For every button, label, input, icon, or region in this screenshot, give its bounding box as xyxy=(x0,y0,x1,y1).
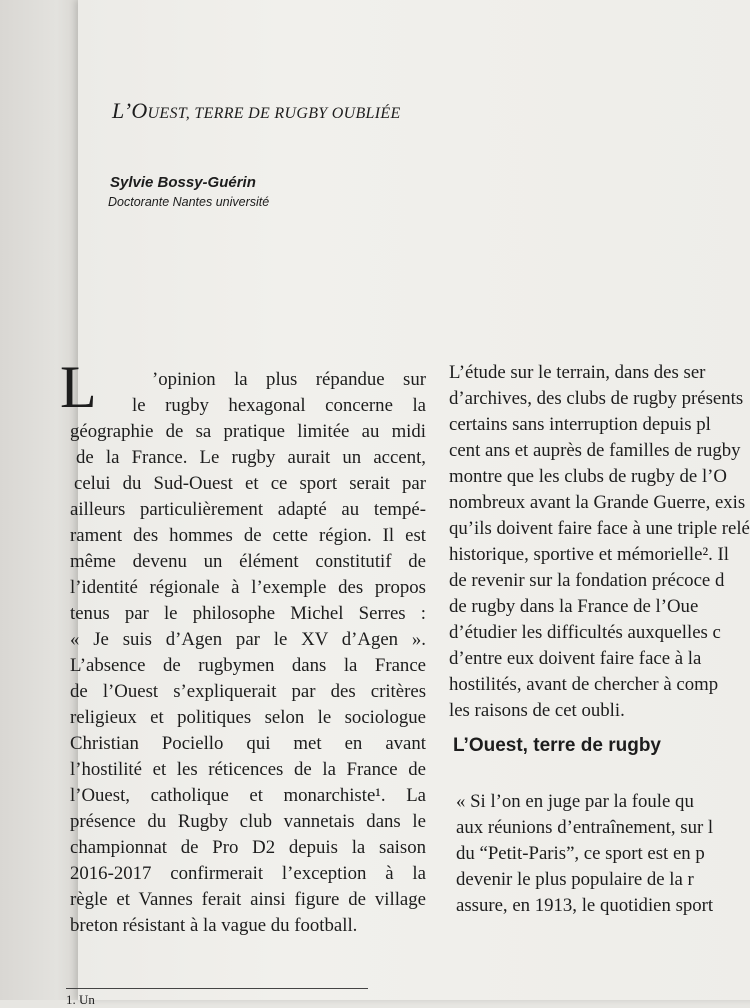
footnote-rule xyxy=(66,988,368,989)
text-line: le rugby hexagonal concerne la xyxy=(132,395,426,416)
section-heading: L’Ouest, terre de rugby xyxy=(453,735,661,756)
text-line: de la France. Le rugby aurait un accent, xyxy=(76,447,426,468)
text-line: de revenir sur la fondation précoce d xyxy=(449,570,725,591)
text-line: nombreux avant la Grande Guerre, exis xyxy=(449,492,746,513)
text-line: d’archives, des clubs de rugby présents xyxy=(449,388,744,409)
text-line: du “Petit-Paris”, ce sport est en p xyxy=(456,843,705,864)
text-line: aux réunions d’entraînement, sur l xyxy=(456,817,714,838)
text-line: ’opinion la plus répandue sur xyxy=(152,369,426,390)
text-line: religieux et politiques selon le sociologue xyxy=(70,707,426,728)
text-line: assure, en 1913, le quotidien sport xyxy=(456,895,714,916)
text-line: qu’ils doivent faire face à une triple relé xyxy=(449,518,750,539)
title-smallcaps: TERRE DE RUGBY OUBLIÉE xyxy=(190,105,401,122)
right-column xyxy=(449,360,750,724)
text-line: championnat de Pro D2 depuis la saison xyxy=(70,837,426,858)
text-line: l’identité régionale à l’exemple des propos xyxy=(70,577,426,598)
text-line: règle et Vannes ferait ainsi figure de village xyxy=(70,889,426,910)
drop-cap: L xyxy=(60,354,97,420)
text-line: breton résistant à la vague du football. xyxy=(70,915,358,936)
left-column xyxy=(70,367,426,939)
footnote: 1. Un xyxy=(66,992,95,1007)
text-line: « Si l’on en juge par la foule qu xyxy=(456,791,694,812)
text-line: L’étude sur le terrain, dans des ser xyxy=(449,362,706,383)
title-rest: UEST, xyxy=(147,105,191,122)
text-line: même devenu un élément constitutif de xyxy=(70,551,426,572)
title-first: L’O xyxy=(112,98,148,123)
text-line: tenus par le philosophe Michel Serres : xyxy=(70,603,426,624)
author-name: Sylvie Bossy-Guérin xyxy=(110,174,256,191)
section-paragraph xyxy=(456,789,750,919)
text-line: l’Ouest, catholique et monarchiste¹. La xyxy=(70,785,426,806)
text-line: montre que les clubs de rugby de l’O xyxy=(449,466,727,487)
author-affiliation: Doctorante Nantes université xyxy=(108,195,270,209)
text-line: L’absence de rugbymen dans la France xyxy=(70,655,426,676)
text-line: de rugby dans la France de l’Oue xyxy=(449,596,699,617)
text-line: cent ans et auprès de familles de rugby xyxy=(449,440,741,461)
text-line: de l’Ouest s’expliquerait par des critères xyxy=(70,681,426,702)
text-line: l’hostilité et les réticences de la France de xyxy=(70,759,426,780)
text-line: d’entre eux doivent faire face à la xyxy=(449,648,702,669)
text-line: rament des hommes de cette région. Il est xyxy=(70,525,426,546)
text-line: devenir le plus populaire de la r xyxy=(456,869,694,890)
text-line: historique, sportive et mémorielle². Il xyxy=(449,544,729,565)
text-line: certains sans interruption depuis pl xyxy=(449,414,711,435)
text-line: d’étudier les difficultés auxquelles c xyxy=(449,622,721,643)
text-line: Christian Pociello qui met en avant xyxy=(70,733,426,754)
text-line: les raisons de cet oubli. xyxy=(449,700,625,721)
text-line: géographie de sa pratique limitée au midi xyxy=(70,421,426,442)
text-line: présence du Rugby club vannetais dans le xyxy=(70,811,426,832)
text-line: ailleurs particulièrement adapté au tempé- xyxy=(70,499,426,520)
text-line: « Je suis d’Agen par le XV d’Agen ». xyxy=(70,629,426,650)
text-line: 2016-2017 confirmerait l’exception à la xyxy=(70,863,426,884)
chapter-title xyxy=(112,98,401,124)
text-line: hostilités, avant de chercher à comp xyxy=(449,674,719,695)
text-line: celui du Sud-Ouest et ce sport serait par xyxy=(74,473,426,494)
